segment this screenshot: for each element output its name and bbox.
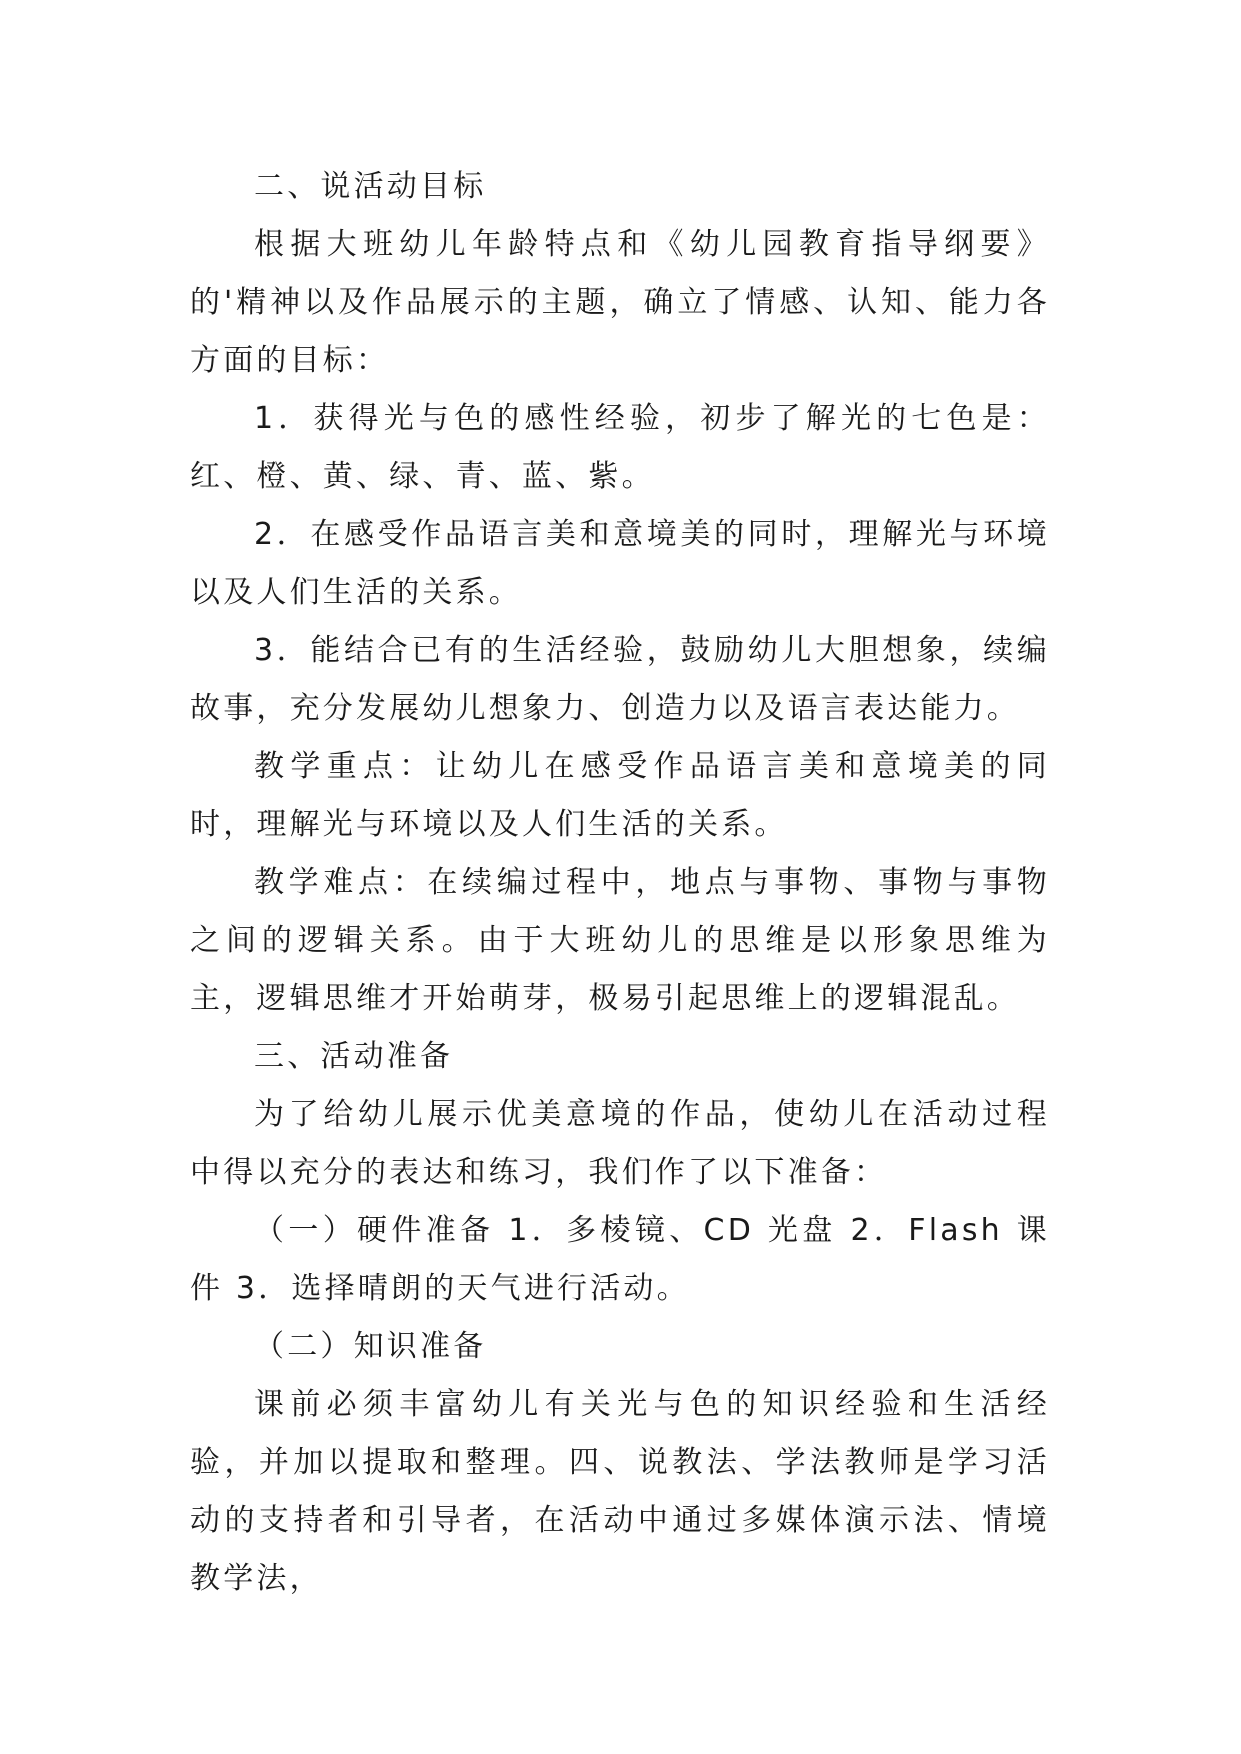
- section-heading-preparation: 三、活动准备: [254, 1039, 454, 1074]
- paragraph-preparation-intro: 为了给幼儿展示优美意境的作品，使幼儿在活动过程中得以充分的表达和练习，我们作了以下准备：: [190, 1097, 1050, 1190]
- section-heading-goals: 二、说活动目标: [254, 169, 487, 204]
- document-body: [190, 158, 1050, 1608]
- goal-item-2: 2．在感受作品语言美和意境美的同时，理解光与环境以及人们生活的关系。: [190, 517, 1050, 610]
- goal-item-3: 3．能结合已有的生活经验，鼓励幼儿大胆想象，续编故事，充分发展幼儿想象力、创造力以及语言表达能力。: [190, 633, 1050, 726]
- paragraph-knowledge-methods: 课前必须丰富幼儿有关光与色的知识经验和生活经验，并加以提取和整理。四、说教法、学法教师是学习活动的支持者和引导者，在活动中通过多媒体演示法、情境教学法，: [190, 1387, 1050, 1596]
- paragraph-teaching-difficulty: 教学难点：在续编过程中，地点与事物、事物与事物之间的逻辑关系。由于大班幼儿的思维是以形象思维为主，逻辑思维才开始萌芽，极易引起思维上的逻辑混乱。: [190, 865, 1050, 1016]
- subheading-knowledge-preparation: （二）知识准备: [254, 1329, 487, 1364]
- paragraph-hardware-preparation: （一）硬件准备 1．多棱镜、CD 光盘 2．Flash 课件 3．选择晴朗的天气进行活动。: [190, 1213, 1050, 1306]
- paragraph-goals-intro: 根据大班幼儿年龄特点和《幼儿园教育指导纲要》的'精神以及作品展示的主题，确立了情感、认知、能力各方面的目标：: [190, 227, 1050, 378]
- goal-item-1: 1．获得光与色的感性经验，初步了解光的七色是：红、橙、黄、绿、青、蓝、紫。: [190, 401, 1050, 494]
- paragraph-teaching-focus: 教学重点：让幼儿在感受作品语言美和意境美的同时，理解光与环境以及人们生活的关系。: [190, 749, 1050, 842]
